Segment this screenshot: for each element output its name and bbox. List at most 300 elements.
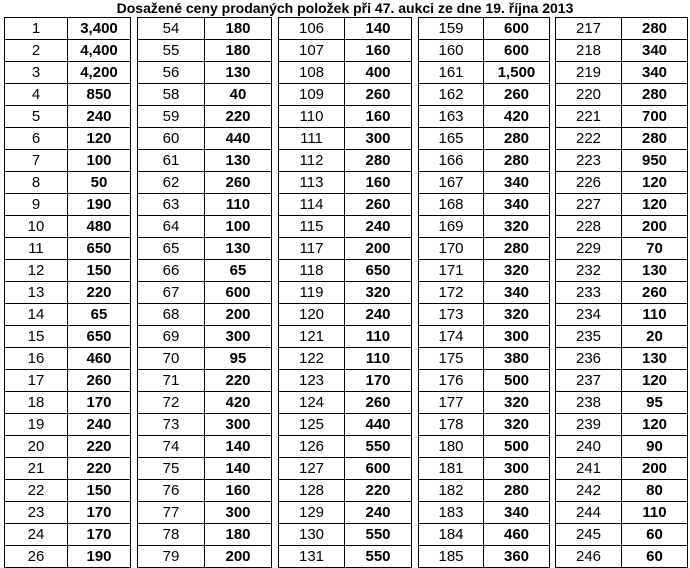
item-price: 110 bbox=[622, 304, 688, 326]
table-row bbox=[138, 480, 272, 502]
item-number: 70 bbox=[138, 348, 205, 370]
item-number: 219 bbox=[556, 62, 622, 84]
item-price: 220 bbox=[68, 282, 131, 304]
item-number: 123 bbox=[279, 370, 345, 392]
item-number: 54 bbox=[138, 18, 205, 40]
table-row bbox=[419, 326, 550, 348]
item-price: 700 bbox=[622, 106, 688, 128]
table-row bbox=[5, 62, 131, 84]
item-price: 120 bbox=[622, 172, 688, 194]
item-price: 150 bbox=[68, 260, 131, 282]
item-number: 129 bbox=[279, 502, 345, 524]
item-price: 80 bbox=[622, 480, 688, 502]
item-price: 50 bbox=[68, 172, 131, 194]
table-row bbox=[5, 414, 131, 436]
item-price: 170 bbox=[68, 524, 131, 546]
price-table-block-1 bbox=[4, 17, 131, 568]
item-price: 340 bbox=[484, 194, 550, 216]
item-price: 200 bbox=[622, 458, 688, 480]
item-number: 162 bbox=[419, 84, 484, 106]
item-price: 600 bbox=[484, 40, 550, 62]
table-row bbox=[556, 150, 688, 172]
item-number: 124 bbox=[279, 392, 345, 414]
table-row bbox=[5, 458, 131, 480]
item-price: 260 bbox=[484, 84, 550, 106]
item-number: 163 bbox=[419, 106, 484, 128]
item-number: 17 bbox=[5, 370, 68, 392]
item-price: 220 bbox=[68, 458, 131, 480]
item-price: 65 bbox=[205, 260, 272, 282]
item-number: 119 bbox=[279, 282, 345, 304]
page-title: Dosažené ceny prodaných položek při 47. aukci ze dne 19. října 2013 bbox=[116, 0, 574, 16]
item-price: 220 bbox=[205, 106, 272, 128]
table-row bbox=[419, 546, 550, 568]
item-number: 176 bbox=[419, 370, 484, 392]
table-row bbox=[419, 348, 550, 370]
item-number: 1 bbox=[5, 18, 68, 40]
table-row bbox=[419, 370, 550, 392]
table-row bbox=[5, 546, 131, 568]
item-price: 360 bbox=[484, 546, 550, 568]
item-price: 650 bbox=[345, 260, 412, 282]
table-row bbox=[5, 436, 131, 458]
table-row bbox=[556, 128, 688, 150]
table-row bbox=[138, 326, 272, 348]
item-number: 126 bbox=[279, 436, 345, 458]
table-row bbox=[5, 282, 131, 304]
item-number: 168 bbox=[419, 194, 484, 216]
item-price: 950 bbox=[622, 150, 688, 172]
item-number: 110 bbox=[279, 106, 345, 128]
item-price: 240 bbox=[68, 106, 131, 128]
item-price: 3,400 bbox=[68, 18, 131, 40]
item-price: 200 bbox=[205, 546, 272, 568]
table-row bbox=[5, 326, 131, 348]
item-number: 68 bbox=[138, 304, 205, 326]
item-number: 118 bbox=[279, 260, 345, 282]
item-price: 200 bbox=[345, 238, 412, 260]
item-number: 173 bbox=[419, 304, 484, 326]
table-row bbox=[5, 194, 131, 216]
item-number: 184 bbox=[419, 524, 484, 546]
item-price: 280 bbox=[484, 480, 550, 502]
table-row bbox=[5, 172, 131, 194]
item-price: 300 bbox=[345, 128, 412, 150]
table-row bbox=[419, 260, 550, 282]
table-row bbox=[138, 392, 272, 414]
item-price: 100 bbox=[205, 216, 272, 238]
table-row bbox=[419, 40, 550, 62]
item-price: 65 bbox=[68, 304, 131, 326]
table-row bbox=[556, 84, 688, 106]
table-row bbox=[279, 172, 412, 194]
table-row bbox=[556, 326, 688, 348]
item-number: 241 bbox=[556, 458, 622, 480]
table-row bbox=[5, 106, 131, 128]
table-row bbox=[419, 392, 550, 414]
item-price: 130 bbox=[205, 62, 272, 84]
table-row bbox=[5, 304, 131, 326]
item-price: 340 bbox=[484, 282, 550, 304]
table-row bbox=[279, 458, 412, 480]
table-row bbox=[138, 502, 272, 524]
table-row bbox=[556, 172, 688, 194]
table-row bbox=[138, 458, 272, 480]
table-row bbox=[5, 348, 131, 370]
table-row bbox=[5, 18, 131, 40]
item-number: 26 bbox=[5, 546, 68, 568]
item-number: 4 bbox=[5, 84, 68, 106]
item-number: 180 bbox=[419, 436, 484, 458]
item-price: 130 bbox=[622, 348, 688, 370]
item-number: 182 bbox=[419, 480, 484, 502]
item-number: 159 bbox=[419, 18, 484, 40]
item-price: 200 bbox=[205, 304, 272, 326]
item-number: 13 bbox=[5, 282, 68, 304]
item-number: 21 bbox=[5, 458, 68, 480]
item-price: 420 bbox=[205, 392, 272, 414]
item-number: 125 bbox=[279, 414, 345, 436]
item-number: 11 bbox=[5, 238, 68, 260]
table-row bbox=[138, 348, 272, 370]
item-number: 3 bbox=[5, 62, 68, 84]
table-row bbox=[138, 282, 272, 304]
item-number: 175 bbox=[419, 348, 484, 370]
table-row bbox=[556, 480, 688, 502]
item-number: 24 bbox=[5, 524, 68, 546]
item-price: 600 bbox=[205, 282, 272, 304]
table-row bbox=[5, 84, 131, 106]
item-price: 160 bbox=[345, 172, 412, 194]
item-price: 340 bbox=[622, 62, 688, 84]
item-price: 220 bbox=[68, 436, 131, 458]
item-price: 60 bbox=[622, 546, 688, 568]
item-price: 300 bbox=[484, 326, 550, 348]
item-number: 2 bbox=[5, 40, 68, 62]
item-number: 220 bbox=[556, 84, 622, 106]
item-price: 320 bbox=[484, 414, 550, 436]
item-price: 380 bbox=[484, 348, 550, 370]
item-price: 220 bbox=[345, 480, 412, 502]
table-row bbox=[556, 348, 688, 370]
item-number: 23 bbox=[5, 502, 68, 524]
item-number: 222 bbox=[556, 128, 622, 150]
table-row bbox=[279, 40, 412, 62]
table-row bbox=[279, 260, 412, 282]
item-price: 420 bbox=[484, 106, 550, 128]
table-row bbox=[279, 84, 412, 106]
item-number: 161 bbox=[419, 62, 484, 84]
table-row bbox=[419, 172, 550, 194]
item-price: 300 bbox=[205, 326, 272, 348]
item-number: 234 bbox=[556, 304, 622, 326]
item-number: 74 bbox=[138, 436, 205, 458]
item-number: 62 bbox=[138, 172, 205, 194]
item-number: 170 bbox=[419, 238, 484, 260]
table-row bbox=[5, 524, 131, 546]
item-number: 19 bbox=[5, 414, 68, 436]
item-number: 246 bbox=[556, 546, 622, 568]
item-number: 107 bbox=[279, 40, 345, 62]
item-number: 228 bbox=[556, 216, 622, 238]
table-row bbox=[279, 546, 412, 568]
item-price: 280 bbox=[484, 128, 550, 150]
item-number: 127 bbox=[279, 458, 345, 480]
table-row bbox=[419, 128, 550, 150]
item-number: 9 bbox=[5, 194, 68, 216]
table-row bbox=[279, 128, 412, 150]
item-price: 180 bbox=[205, 524, 272, 546]
item-price: 110 bbox=[345, 348, 412, 370]
item-price: 240 bbox=[68, 414, 131, 436]
table-row bbox=[279, 282, 412, 304]
item-number: 122 bbox=[279, 348, 345, 370]
item-number: 67 bbox=[138, 282, 205, 304]
item-price: 110 bbox=[205, 194, 272, 216]
table-row bbox=[556, 502, 688, 524]
item-number: 128 bbox=[279, 480, 345, 502]
item-price: 600 bbox=[345, 458, 412, 480]
item-number: 229 bbox=[556, 238, 622, 260]
item-number: 69 bbox=[138, 326, 205, 348]
item-number: 72 bbox=[138, 392, 205, 414]
item-price: 120 bbox=[622, 194, 688, 216]
item-number: 121 bbox=[279, 326, 345, 348]
table-row bbox=[279, 62, 412, 84]
item-price: 100 bbox=[68, 150, 131, 172]
item-number: 78 bbox=[138, 524, 205, 546]
table-row bbox=[138, 172, 272, 194]
table-row bbox=[138, 18, 272, 40]
price-table-block-4 bbox=[418, 17, 550, 568]
item-price: 320 bbox=[484, 260, 550, 282]
item-number: 56 bbox=[138, 62, 205, 84]
item-number: 221 bbox=[556, 106, 622, 128]
item-price: 180 bbox=[205, 18, 272, 40]
item-number: 5 bbox=[5, 106, 68, 128]
item-number: 79 bbox=[138, 546, 205, 568]
item-number: 245 bbox=[556, 524, 622, 546]
table-row bbox=[138, 524, 272, 546]
item-price: 170 bbox=[68, 392, 131, 414]
item-price: 320 bbox=[484, 392, 550, 414]
table-row bbox=[138, 62, 272, 84]
item-number: 240 bbox=[556, 436, 622, 458]
table-row bbox=[419, 238, 550, 260]
table-row bbox=[138, 238, 272, 260]
table-row bbox=[138, 128, 272, 150]
item-number: 22 bbox=[5, 480, 68, 502]
item-number: 64 bbox=[138, 216, 205, 238]
table-row bbox=[279, 414, 412, 436]
table-row bbox=[5, 128, 131, 150]
item-number: 58 bbox=[138, 84, 205, 106]
item-number: 167 bbox=[419, 172, 484, 194]
item-price: 500 bbox=[484, 436, 550, 458]
table-row bbox=[419, 436, 550, 458]
item-number: 60 bbox=[138, 128, 205, 150]
item-number: 130 bbox=[279, 524, 345, 546]
item-price: 160 bbox=[345, 40, 412, 62]
item-price: 240 bbox=[345, 216, 412, 238]
table-row bbox=[279, 370, 412, 392]
table-row bbox=[556, 18, 688, 40]
item-number: 115 bbox=[279, 216, 345, 238]
item-number: 73 bbox=[138, 414, 205, 436]
table-row bbox=[279, 238, 412, 260]
item-number: 63 bbox=[138, 194, 205, 216]
item-price: 240 bbox=[345, 502, 412, 524]
table-row bbox=[419, 18, 550, 40]
item-number: 106 bbox=[279, 18, 345, 40]
item-price: 160 bbox=[205, 480, 272, 502]
item-number: 223 bbox=[556, 150, 622, 172]
item-number: 76 bbox=[138, 480, 205, 502]
table-row bbox=[279, 150, 412, 172]
table-row bbox=[419, 414, 550, 436]
item-number: 59 bbox=[138, 106, 205, 128]
item-number: 112 bbox=[279, 150, 345, 172]
item-number: 236 bbox=[556, 348, 622, 370]
item-number: 109 bbox=[279, 84, 345, 106]
item-price: 460 bbox=[68, 348, 131, 370]
item-number: 15 bbox=[5, 326, 68, 348]
table-row bbox=[5, 502, 131, 524]
table-row bbox=[556, 546, 688, 568]
price-table-block-2 bbox=[137, 17, 272, 568]
table-row bbox=[419, 282, 550, 304]
item-number: 174 bbox=[419, 326, 484, 348]
item-price: 150 bbox=[68, 480, 131, 502]
table-row bbox=[556, 370, 688, 392]
table-row bbox=[556, 194, 688, 216]
table-row bbox=[138, 304, 272, 326]
item-price: 140 bbox=[345, 18, 412, 40]
item-number: 131 bbox=[279, 546, 345, 568]
table-row bbox=[138, 260, 272, 282]
item-price: 320 bbox=[345, 282, 412, 304]
item-number: 227 bbox=[556, 194, 622, 216]
item-price: 500 bbox=[484, 370, 550, 392]
table-row bbox=[279, 216, 412, 238]
item-price: 280 bbox=[484, 150, 550, 172]
table-row bbox=[279, 392, 412, 414]
item-price: 300 bbox=[205, 502, 272, 524]
table-row bbox=[556, 436, 688, 458]
table-row bbox=[138, 414, 272, 436]
item-price: 140 bbox=[205, 458, 272, 480]
item-number: 171 bbox=[419, 260, 484, 282]
item-price: 340 bbox=[622, 40, 688, 62]
item-price: 340 bbox=[484, 502, 550, 524]
item-number: 172 bbox=[419, 282, 484, 304]
table-row bbox=[556, 106, 688, 128]
item-price: 170 bbox=[68, 502, 131, 524]
table-row bbox=[419, 458, 550, 480]
table-row bbox=[279, 304, 412, 326]
item-number: 65 bbox=[138, 238, 205, 260]
item-price: 300 bbox=[205, 414, 272, 436]
table-row bbox=[138, 546, 272, 568]
item-number: 12 bbox=[5, 260, 68, 282]
item-price: 120 bbox=[622, 414, 688, 436]
table-row bbox=[5, 480, 131, 502]
item-number: 244 bbox=[556, 502, 622, 524]
item-price: 190 bbox=[68, 546, 131, 568]
item-number: 117 bbox=[279, 238, 345, 260]
item-number: 160 bbox=[419, 40, 484, 62]
item-number: 233 bbox=[556, 282, 622, 304]
table-row bbox=[5, 216, 131, 238]
table-row bbox=[138, 40, 272, 62]
item-price: 260 bbox=[345, 194, 412, 216]
item-price: 130 bbox=[205, 150, 272, 172]
item-price: 440 bbox=[345, 414, 412, 436]
item-price: 1,500 bbox=[484, 62, 550, 84]
item-number: 177 bbox=[419, 392, 484, 414]
item-number: 232 bbox=[556, 260, 622, 282]
item-price: 280 bbox=[622, 84, 688, 106]
item-number: 55 bbox=[138, 40, 205, 62]
item-number: 8 bbox=[5, 172, 68, 194]
table-row bbox=[279, 18, 412, 40]
item-number: 120 bbox=[279, 304, 345, 326]
table-row bbox=[279, 194, 412, 216]
table-row bbox=[419, 84, 550, 106]
item-price: 320 bbox=[484, 304, 550, 326]
item-number: 6 bbox=[5, 128, 68, 150]
item-price: 95 bbox=[622, 392, 688, 414]
item-number: 239 bbox=[556, 414, 622, 436]
item-price: 220 bbox=[205, 370, 272, 392]
table-row bbox=[279, 348, 412, 370]
item-price: 140 bbox=[205, 436, 272, 458]
item-number: 181 bbox=[419, 458, 484, 480]
item-price: 260 bbox=[345, 392, 412, 414]
item-number: 165 bbox=[419, 128, 484, 150]
item-price: 130 bbox=[205, 238, 272, 260]
table-row bbox=[279, 326, 412, 348]
item-price: 400 bbox=[345, 62, 412, 84]
item-number: 61 bbox=[138, 150, 205, 172]
item-price: 240 bbox=[345, 304, 412, 326]
item-price: 60 bbox=[622, 524, 688, 546]
item-price: 20 bbox=[622, 326, 688, 348]
item-price: 120 bbox=[622, 370, 688, 392]
table-row bbox=[556, 304, 688, 326]
item-number: 108 bbox=[279, 62, 345, 84]
table-row bbox=[419, 62, 550, 84]
table-row bbox=[279, 502, 412, 524]
item-price: 460 bbox=[484, 524, 550, 546]
item-price: 260 bbox=[345, 84, 412, 106]
item-number: 178 bbox=[419, 414, 484, 436]
item-price: 480 bbox=[68, 216, 131, 238]
item-price: 4,200 bbox=[68, 62, 131, 84]
table-row bbox=[556, 260, 688, 282]
table-row bbox=[419, 304, 550, 326]
item-price: 40 bbox=[205, 84, 272, 106]
table-row bbox=[138, 106, 272, 128]
item-price: 650 bbox=[68, 326, 131, 348]
price-table-block-5 bbox=[555, 17, 688, 568]
table-row bbox=[419, 216, 550, 238]
item-number: 14 bbox=[5, 304, 68, 326]
item-price: 550 bbox=[345, 546, 412, 568]
table-row bbox=[556, 282, 688, 304]
item-price: 70 bbox=[622, 238, 688, 260]
item-price: 550 bbox=[345, 436, 412, 458]
